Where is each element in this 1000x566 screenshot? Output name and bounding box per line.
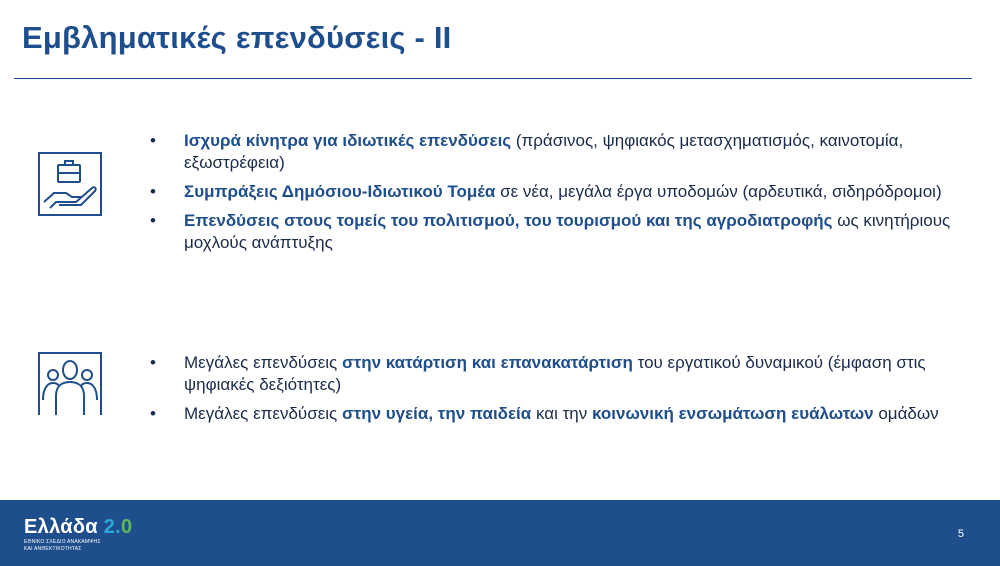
hand-holding-briefcase-icon bbox=[38, 152, 102, 216]
bullet-text: Μεγάλες επενδύσεις bbox=[184, 404, 342, 423]
list-item bbox=[150, 403, 970, 425]
bullet-bold-text: Ισχυρά κίνητρα για ιδιωτικές επενδύσεις bbox=[184, 131, 512, 150]
bullet-bold-text: Συμπράξεις Δημόσιου-Ιδιωτικού Τομέα bbox=[184, 182, 496, 201]
bullet-text: (πράσινος, ψηφιακός μετασχηματισμός, καινοτομία, εξωστρέφεια) bbox=[184, 131, 904, 172]
bullet-bold-text: κοινωνική ενσωμάτωση ευάλωτων bbox=[591, 404, 874, 423]
logo-number-2: 0 bbox=[121, 516, 133, 538]
bullet-bold-text: στην κατάρτιση και επανακατάρτιση bbox=[341, 353, 633, 372]
logo bbox=[24, 516, 132, 552]
slide-title: Εμβληματικές επενδύσεις - II bbox=[22, 20, 452, 55]
footer-bar bbox=[0, 500, 1000, 566]
page-number: 5 bbox=[957, 528, 964, 540]
bullet-bold-text: Επενδύσεις στους τομείς του πολιτισμού, του τουρισμού και της αγροδιατροφής bbox=[184, 211, 833, 230]
bullet-list-investments bbox=[150, 130, 960, 261]
title-divider bbox=[14, 78, 972, 79]
list-item bbox=[150, 181, 960, 203]
list-item bbox=[150, 352, 970, 396]
bullet-text: και την bbox=[531, 404, 592, 423]
bullet-text: του εργατικού δυναμικού (έμφαση στις ψηφιακές δεξιότητες) bbox=[184, 353, 926, 394]
bullet-list-human-capital bbox=[150, 352, 970, 432]
list-item bbox=[150, 210, 960, 254]
group-of-people-icon bbox=[38, 352, 102, 416]
bullet-text: Μεγάλες επενδύσεις bbox=[184, 353, 342, 372]
logo-wordmark bbox=[24, 516, 132, 538]
bullet-text: σε νέα, μεγάλα έργα υποδομών (αρδευτικά, σιδηρόδρομοι) bbox=[495, 182, 942, 201]
logo-subtitle-1: ΕΘΝΙΚΟ ΣΧΕΔΙΟ ΑΝΑΚΑΜΨΗΣ bbox=[24, 539, 101, 545]
list-item bbox=[150, 130, 960, 174]
logo-number-1: 2 bbox=[103, 516, 116, 538]
logo-dot: . bbox=[115, 516, 122, 538]
bullet-bold-text: στην υγεία, την παιδεία bbox=[341, 404, 532, 423]
logo-subtitle-2: ΚΑΙ ΑΝΘΕΚΤΙΚΟΤΗΤΑΣ bbox=[24, 546, 82, 552]
logo-word: Ελλάδα bbox=[24, 516, 98, 538]
bullet-text: ως κινητήριους μοχλούς ανάπτυξης bbox=[184, 211, 951, 252]
bullet-text: ομάδων bbox=[873, 404, 939, 423]
